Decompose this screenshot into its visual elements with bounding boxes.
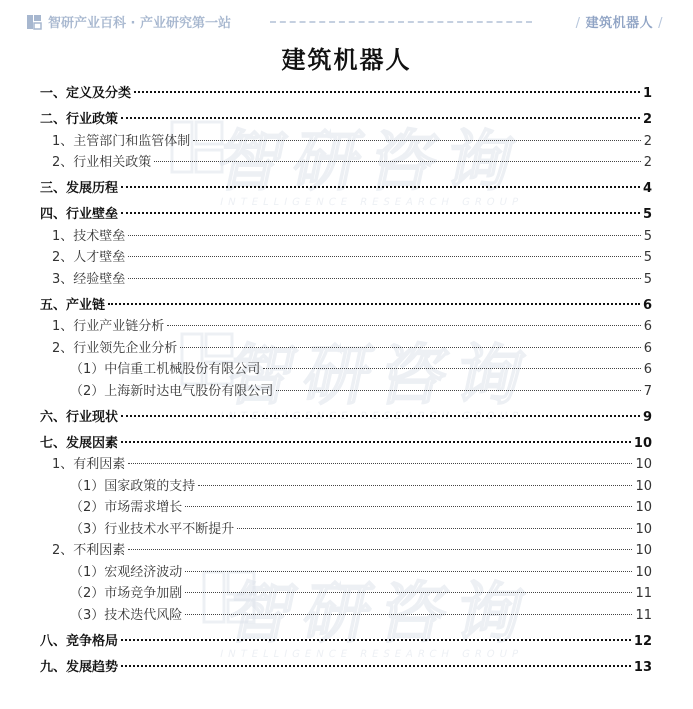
toc-leader-dots (134, 91, 640, 93)
toc-entry-title: 1、技术壁垒 (52, 229, 126, 244)
toc-entry-title: 1、主管部门和监管体制 (52, 134, 191, 149)
toc-entry-title: 3、经验壁垒 (52, 272, 126, 287)
section-label (576, 12, 663, 31)
toc-page-number: 2 (643, 155, 652, 170)
toc-page-number: 2 (642, 112, 652, 127)
toc-entry-title: 七、发展因素 (40, 436, 119, 451)
toc-page-number: 12 (633, 634, 652, 649)
toc-leader-dots (193, 140, 640, 141)
toc-page-number: 11 (635, 608, 652, 623)
toc-page-number: 7 (643, 384, 652, 399)
toc-page-number: 1 (642, 86, 652, 101)
toc-entry[interactable] (40, 179, 652, 199)
toc-entry[interactable] (40, 382, 652, 402)
toc-entry-title: 六、行业现状 (40, 410, 119, 425)
toc-leader-dots (128, 256, 640, 257)
toc-page-number: 6 (643, 362, 652, 377)
toc-entry-title: （2）上海新时达电气股份有限公司 (70, 384, 274, 399)
toc-page-number: 10 (635, 522, 652, 537)
toc-leader-dots (276, 390, 640, 391)
toc-entry-title: 一、定义及分类 (40, 86, 132, 101)
watermark-subtext: INTELLIGENCE RESEARCH GROUP (218, 649, 524, 660)
toc-page-number: 5 (643, 229, 652, 244)
toc-entry[interactable] (40, 520, 652, 540)
toc-leader-dots (128, 235, 640, 236)
toc-entry[interactable] (40, 110, 652, 130)
toc-entry-title: 2、不利因素 (52, 543, 126, 558)
toc-entry[interactable] (40, 563, 652, 583)
toc-leader-dots (121, 441, 631, 443)
toc-entry-title: 二、行业政策 (40, 112, 119, 127)
watermark-text: 智研咨询 (220, 575, 541, 652)
toc-entry-title: （2）市场需求增长 (70, 500, 183, 515)
brand[interactable] (26, 12, 231, 31)
toc-entry-title: （1）国家政策的支持 (70, 479, 196, 494)
toc-leader-dots (121, 212, 640, 214)
toc-entry-title: 九、发展趋势 (40, 660, 119, 675)
toc-entry[interactable] (40, 132, 652, 152)
toc-entry-title: （1）中信重工机械股份有限公司 (70, 362, 261, 377)
toc-leader-dots (121, 665, 631, 667)
toc-entry[interactable] (40, 541, 652, 561)
toc-leader-dots (263, 368, 640, 369)
toc-leader-dots (121, 117, 640, 119)
toc-leader-dots (121, 639, 631, 641)
toc-leader-dots (180, 347, 640, 348)
toc-leader-dots (154, 161, 640, 162)
toc-entry[interactable] (40, 248, 652, 268)
toc-page-number: 6 (643, 341, 652, 356)
toc-leader-dots (121, 415, 640, 417)
toc-entry[interactable] (40, 584, 652, 604)
slash-left: / (575, 16, 581, 31)
watermark-text: 智研咨询 (220, 337, 541, 414)
toc-entry-title: 五、产业链 (40, 298, 106, 313)
toc-page-number: 5 (642, 207, 652, 222)
toc-leader-dots (167, 325, 640, 326)
toc-page-number: 10 (635, 500, 652, 515)
toc-entry-title: 2、人才壁垒 (52, 250, 126, 265)
toc-entry[interactable] (40, 227, 652, 247)
toc-page-number: 5 (643, 250, 652, 265)
toc-entry-title: 2、行业相关政策 (52, 155, 152, 170)
toc-entry[interactable] (40, 477, 652, 497)
toc-page-number: 10 (635, 565, 652, 580)
toc-entry[interactable] (40, 658, 652, 678)
toc-entry-title: （3）技术迭代风险 (70, 608, 183, 623)
toc-entry[interactable] (40, 408, 652, 428)
toc-entry-title: 三、发展历程 (40, 181, 119, 196)
toc-leader-dots (128, 463, 632, 464)
brand-text: 智研产业百科 · 产业研究第一站 (48, 16, 231, 31)
toc-entry[interactable] (40, 434, 652, 454)
toc-leader-dots (185, 571, 632, 572)
toc-leader-dots (237, 528, 632, 529)
toc-entry[interactable] (40, 153, 652, 173)
toc-entry[interactable] (40, 205, 652, 225)
toc-page-number: 11 (635, 586, 652, 601)
toc-page-number: 10 (633, 436, 652, 451)
header-divider (270, 21, 532, 23)
toc-entry-title: 1、有利因素 (52, 457, 126, 472)
toc-page-number: 6 (643, 319, 652, 334)
slash-right: / (658, 16, 663, 31)
toc-entry[interactable] (40, 84, 652, 104)
toc-leader-dots (128, 549, 632, 550)
toc-entry-title: 1、行业产业链分析 (52, 319, 165, 334)
toc-entry[interactable] (40, 455, 652, 475)
section-label-text: 建筑机器人 (585, 16, 654, 31)
toc-leader-dots (128, 278, 640, 279)
watermark-subtext: INTELLIGENCE RESEARCH GROUP (218, 411, 524, 422)
toc-entry-title: （3）行业技术水平不断提升 (70, 522, 235, 537)
toc-page-number: 10 (635, 457, 652, 472)
toc-leader-dots (185, 614, 632, 615)
toc-page-number: 4 (642, 181, 652, 196)
toc-entry[interactable] (40, 360, 652, 380)
toc-entry-title: 四、行业壁垒 (40, 207, 119, 222)
toc-page-number: 13 (633, 660, 652, 675)
toc-entry[interactable] (40, 339, 652, 359)
toc-entry[interactable] (40, 317, 652, 337)
watermark-text: 智研咨询 (210, 123, 531, 200)
toc-page-number: 10 (635, 543, 652, 558)
toc-entry-title: （1）宏观经济波动 (70, 565, 183, 580)
toc-leader-dots (198, 485, 632, 486)
toc-entry-title: （2）市场竞争加剧 (70, 586, 183, 601)
toc-leader-dots (108, 303, 640, 305)
toc-page-number: 5 (643, 272, 652, 287)
toc-entry[interactable] (40, 606, 652, 626)
brand-logo-icon (26, 14, 42, 30)
page-title: 建筑机器人 (281, 45, 412, 74)
toc-entry-title: 八、竞争格局 (40, 634, 119, 649)
toc-entry-title: 2、行业领先企业分析 (52, 341, 178, 356)
toc-page-number: 2 (643, 134, 652, 149)
toc-entry[interactable] (40, 498, 652, 518)
watermark-subtext: INTELLIGENCE RESEARCH GROUP (218, 197, 524, 208)
toc-page-number: 10 (635, 479, 652, 494)
toc-leader-dots (185, 592, 632, 593)
toc-leader-dots (121, 186, 640, 188)
toc-page-number: 6 (642, 298, 652, 313)
toc-entry[interactable] (40, 632, 652, 652)
page-header (0, 0, 693, 40)
toc-entry[interactable] (40, 296, 652, 316)
toc-entry[interactable] (40, 270, 652, 290)
toc-leader-dots (185, 506, 632, 507)
toc-page-number: 9 (642, 410, 652, 425)
